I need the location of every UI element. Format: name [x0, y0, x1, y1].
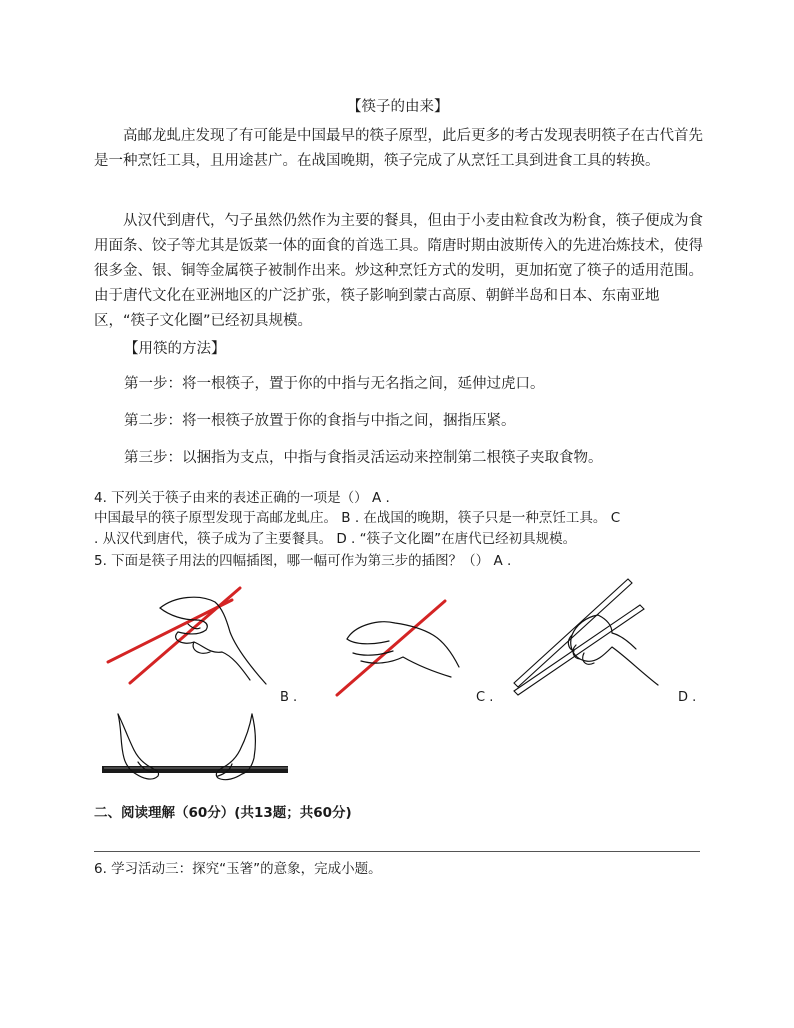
passage-paragraph-2: 从汉代到唐代，勺子虽然仍然作为主要的餐具，但由于小麦由粒食改为粉食，筷子便成为食用面条、饺子等尤其是饭菜一体的面食的首选工具。隋唐时期由波斯传入的先进冶炼技术，使得很多金、银、铜等金属筷子被制作出来。炒这种烹饪方式的发明，更加拓宽了筷子的适用范围。由于唐代文化在亚洲地区的广泛扩张，筷子影响到蒙古高原、朝鲜半岛和日本、东南亚地区，“筷子文化圈”已经初具规模。	[94, 213, 703, 329]
method-step-2: 第二步：将一根筷子放置于你的食指与中指之间，捆指压紧。	[124, 413, 516, 429]
passage-paragraph-1: 高邮龙虬庄发现了有可能是中国最早的筷子原型，此后更多的考古发现表明筷子在古代首先是一种烹饪工具，且用途甚广。在战国晚期，筷子完成了从烹饪工具到进食工具的转换。	[94, 128, 703, 169]
question-6-stem: 6. 学习活动三：探究“玉箸”的意象，完成小题。	[94, 861, 382, 877]
figure-b-label: B .	[280, 690, 298, 705]
method-step-1: 第一步：将一根筷子，置于你的中指与无名指之间，延伸过虎口。	[124, 376, 545, 392]
question-5-stem: 5. 下面是筷子用法的四幅插图，哪一幅可作为第三步的插图？（） A .	[94, 553, 512, 569]
section-divider	[94, 851, 700, 852]
section-heading: 二、阅读理解（60分）(共13题；共60分)	[94, 805, 352, 821]
question-4-stem: 4. 下列关于筷子由来的表述正确的一项是（） A .	[94, 490, 390, 506]
method-step-3: 第三步：以捆指为支点，中指与食指灵活运动来控制第二根筷子夹取食物。	[124, 450, 603, 466]
question-4-options-ab: 中国最早的筷子原型发现于高邮龙虬庄。 B . 在战国的晚期，筷子只是一种烹饪工具。 C	[94, 510, 621, 526]
figure-c-hand-chopsticks	[508, 575, 668, 695]
figure-a-hand-chopsticks	[100, 580, 270, 700]
figure-d-two-hands-chopstick	[100, 710, 300, 790]
method-title: 【用筷的方法】	[124, 341, 226, 357]
figure-b-hand-chopstick	[333, 595, 473, 705]
figure-d-label: D .	[678, 690, 697, 705]
figure-c-label: C .	[476, 690, 494, 705]
passage-title: 【筷子的由来】	[347, 99, 449, 115]
question-4-options-cd: . 从汉代到唐代，筷子成为了主要餐具。 D . “筷子文化圈”在唐代已经初具规模。	[94, 531, 577, 547]
